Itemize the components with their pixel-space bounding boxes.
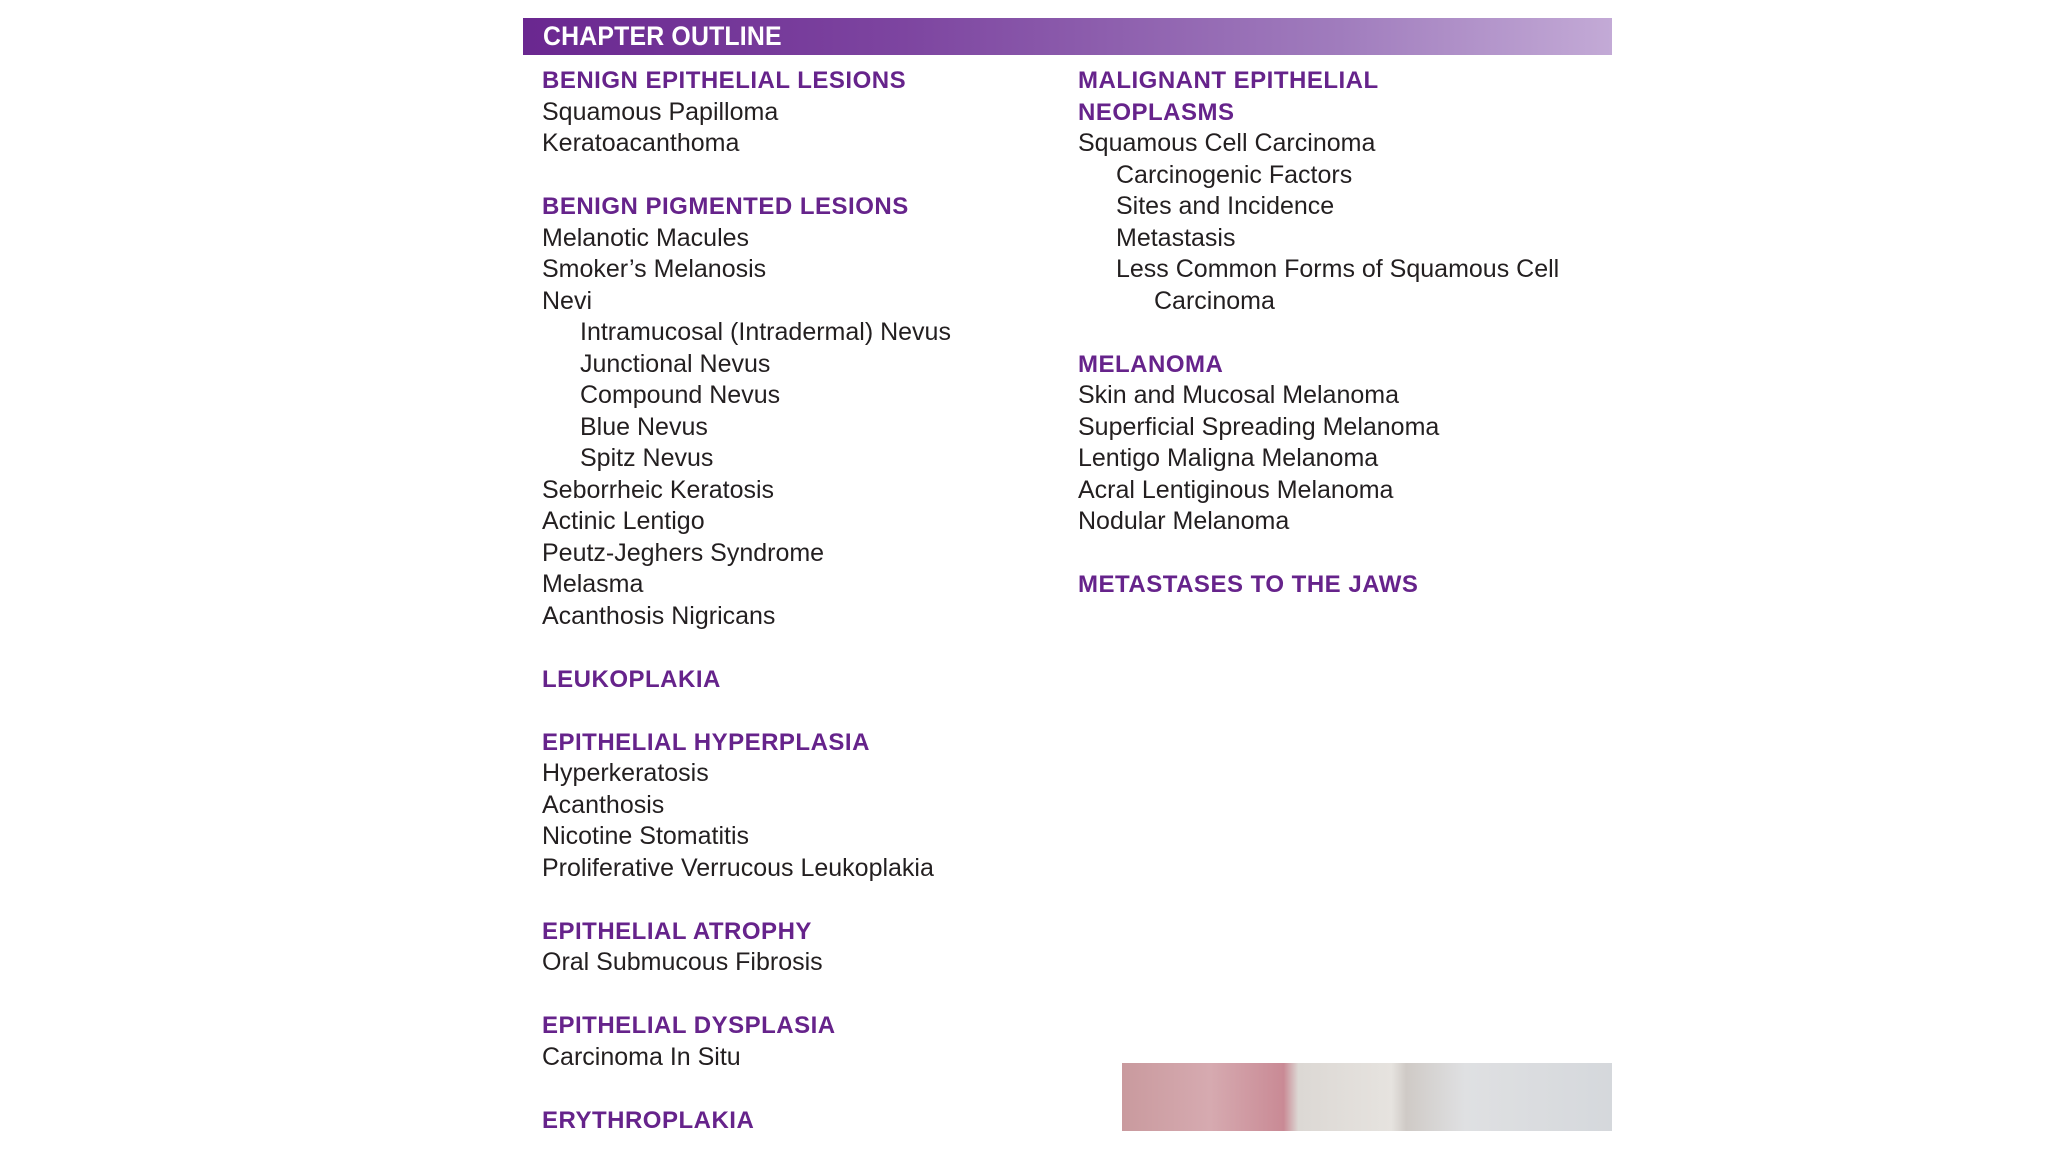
outline-item: Acanthosis Nigricans [542,601,776,630]
outline-item: Acanthosis [542,790,665,819]
section-heading: MALIGNANT EPITHELIAL [1078,67,1379,94]
outline-item: Superficial Spreading Melanoma [1078,412,1440,441]
outline-item: Nodular Melanoma [1078,507,1290,535]
outline-item: Nicotine Stomatitis [542,822,750,850]
outline-item: Sites and Incidence [1116,192,1335,220]
outline-item: Seborrheic Keratosis [542,475,775,504]
outline-item: Proliferative Verrucous Leukoplakia [542,853,934,882]
section-spacer [1078,317,1618,349]
outline-item: Hyperkeratosis [542,759,709,787]
outline-left-column [542,65,1042,1136]
section-spacer [542,979,1042,1011]
section-heading: BENIGN EPITHELIAL LESIONS [542,67,907,94]
outline-item: Carcinoma In Situ [542,1042,741,1071]
outline-item: Squamous Papilloma [542,97,779,126]
outline-item: Melanotic Macules [542,223,750,252]
outline-item: Peutz-Jeghers Syndrome [542,538,825,567]
section-heading: MELANOMA [1078,350,1224,378]
section-heading: ERYTHROPLAKIA [542,1106,755,1134]
section-spacer [542,160,1042,192]
section-spacer [542,1073,1042,1105]
outline-item: Metastasis [1116,223,1236,252]
outline-item: Smoker’s Melanosis [542,255,767,283]
outline-item: Skin and Mucosal Melanoma [1078,381,1399,409]
section-heading: METASTASES TO THE JAWS [1078,571,1419,598]
outline-item: Keratoacanthoma [542,129,740,157]
outline-item: Blue Nevus [580,412,708,441]
outline-item: Junctional Nevus [580,349,771,378]
outline-right-column [1078,65,1618,601]
section-spacer [542,884,1042,916]
section-heading: NEOPLASMS [1078,98,1235,126]
section-heading: EPITHELIAL DYSPLASIA [542,1012,836,1039]
outline-item: Spitz Nevus [580,444,714,472]
section-spacer [1078,538,1618,570]
outline-item: Actinic Lentigo [542,507,705,535]
outline-item: Intramucosal (Intradermal) Nevus [580,318,951,346]
outline-item: Oral Submucous Fibrosis [542,948,823,976]
outline-item: Squamous Cell Carcinoma [1078,129,1376,157]
section-heading: EPITHELIAL ATROPHY [542,917,812,945]
outline-item: Acral Lentiginous Melanoma [1078,475,1394,504]
outline-item: Nevi [542,286,593,315]
chapter-outline-header [523,18,1612,55]
outline-item: Carcinogenic Factors [1116,160,1353,189]
outline-item: Compound Nevus [580,381,781,409]
oral-photo [1122,1063,1612,1131]
outline-item: Less Common Forms of Squamous Cell [1116,255,1560,283]
outline-item: Carcinoma [1154,286,1275,315]
section-spacer [542,695,1042,727]
outline-item: Melasma [542,570,644,598]
section-heading: EPITHELIAL HYPERPLASIA [542,728,870,756]
outline-item: Lentigo Maligna Melanoma [1078,444,1379,472]
section-heading: BENIGN PIGMENTED LESIONS [542,193,909,220]
section-heading: LEUKOPLAKIA [542,665,721,693]
section-spacer [542,632,1042,664]
chapter-outline-title: CHAPTER OUTLINE [543,21,782,51]
